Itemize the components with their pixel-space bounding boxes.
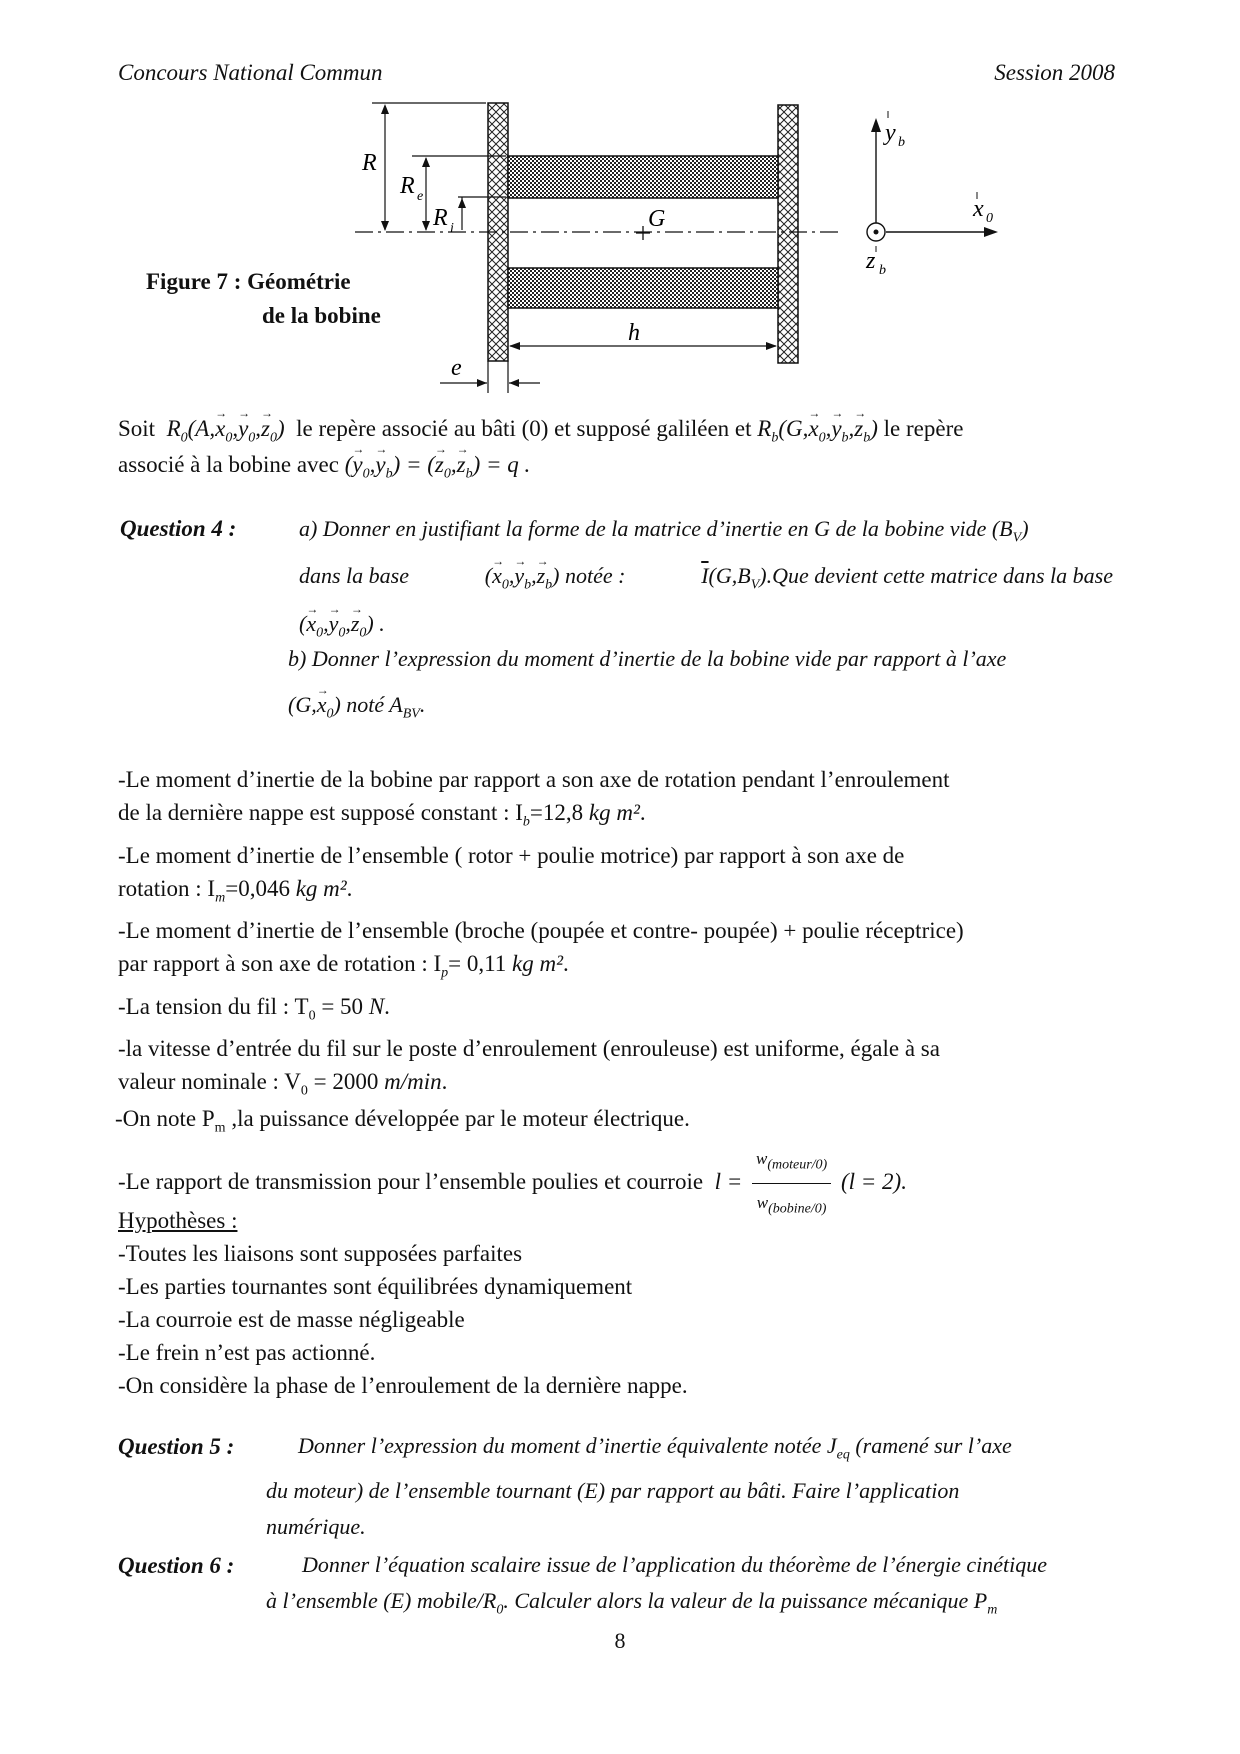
label-R: R: [362, 150, 377, 176]
label-zb: z: [866, 248, 876, 274]
question5-body: [266, 1428, 1138, 1545]
question4-b: [288, 640, 1118, 733]
hypotheses-title: Hypothèses :: [118, 1208, 238, 1233]
question6-line2: à l’ensemble (E) mobile/$R_0$. Calculer alors la valeur de la puissance mécanique $P_m$: [266, 1588, 998, 1618]
label-Re: R: [400, 173, 415, 199]
header-right: Session 2008: [994, 60, 1115, 85]
data-line-1: -Le moment d’inertie de la bobine par rapport a son axe de rotation pendant l’enroulement: [118, 767, 950, 792]
label-x0-sub: 0: [986, 211, 993, 226]
label-x0: x: [973, 196, 984, 222]
bobine-figure: [0, 0, 1240, 410]
question6-body: [266, 1547, 1138, 1628]
page-number: 8: [614, 1628, 626, 1653]
question4-a-line3: (→ $x_0,\to y_0,\to z_0$) .: [299, 605, 1113, 652]
transmission-lambda: l =: [714, 1169, 743, 1195]
question4-b-line2: $(G,\to x_0)$ noté $A_{BV}$.: [288, 686, 1118, 733]
data-line-2: de la dernière nappe est supposé constant : $I_b=12,8$ kg m².: [118, 800, 646, 830]
label-Re-sub: e: [417, 189, 424, 204]
hypothesis-item: -On considère la phase de l’enroulement de la dernière nappe.: [118, 1373, 688, 1398]
question5-line3: numérique.: [266, 1514, 366, 1540]
question5-line2: du moteur) de l’ensemble tournant (E) par rapport au bâti. Faire l’application: [266, 1478, 960, 1504]
data-line-7: -La tension du fil : $T_0 = 50$ N.: [118, 993, 390, 1024]
data-line-5: -Le moment d’inertie de l’ensemble (broche (poupée et contre- poupée) + poulie réceptrice): [118, 918, 964, 944]
transmission-fraction: $\frac{w_{(moteur/0)}}{w_{(bobine/0)}}$: [752, 1142, 831, 1226]
hub-bottom: [508, 268, 778, 308]
intro-bati: le repère associé au bâti (0) et supposé galiléen et: [296, 416, 752, 441]
intro-line2: associé à la bobine avec (→ $y_0,\to y_b$) = (→ $z_0,\to z_b) = q$ .: [118, 448, 530, 491]
rb-symbol: $R_b(G,\to x_0,\to y_b,\to z_b)$: [757, 416, 878, 441]
question4-a-line1: a) Donner en justifiant la forme de la matrice d’inertie en G de la bobine vide $(B_V)$: [299, 516, 1029, 546]
transmission-text: -Le rapport de transmission pour l’ensemble poulies et courroie: [118, 1169, 704, 1195]
header-left: Concours National Commun: [118, 60, 383, 85]
hypothesis-item: -Les parties tournantes sont équilibrées dynamiquement: [118, 1274, 633, 1299]
data-line-4: rotation : $I_m=0,046$ kg m².: [118, 875, 353, 906]
hypothesis-item: -Toutes les liaisons sont supposées parfaites: [118, 1241, 523, 1266]
question4-label: Question 4 :: [120, 516, 237, 541]
label-zb-sub: b: [879, 263, 886, 278]
intro-repere-end: le repère: [883, 416, 964, 441]
label-Ri: R: [433, 205, 448, 231]
label-G: G: [648, 206, 666, 232]
data-block: [118, 763, 1158, 1108]
label-Ri-sub: i: [450, 221, 454, 236]
label-yb-sub: b: [898, 135, 905, 150]
label-h: h: [628, 320, 640, 346]
question6-label: Question 6 :: [118, 1553, 235, 1578]
hypotheses-block: [118, 1204, 688, 1402]
transmission-value: (l = 2).: [840, 1169, 907, 1195]
label-yb: y: [885, 120, 896, 146]
question4-a-line2: dans la base (→ $x_0,\to y_b,\to z_b$) notée : $\overline{I}(G,B_V).Que$ devient cette matrice dans la base: [299, 557, 1113, 604]
question5-label: Question 5 :: [118, 1434, 235, 1459]
intro-soit: Soit: [118, 416, 156, 441]
pm-line: -On note $P_m$ ,la puissance développée par le moteur électrique.: [115, 1106, 690, 1136]
data-line-9: valeur nominale : $V_0 = 2000$ m/min.: [118, 1069, 448, 1099]
label-e: e: [451, 355, 462, 381]
hub-top: [508, 156, 778, 198]
data-line-6: par rapport à son axe de rotation : $I_p= 0,11$ kg m².: [118, 951, 569, 981]
right-flange: [778, 105, 798, 363]
figure-caption-line2: de la bobine: [262, 303, 381, 328]
question4-body: [299, 510, 1113, 652]
data-line-8: -la vitesse d’entrée du fil sur le poste d’enroulement (enrouleuse) est uniforme, égale à sa: [118, 1036, 940, 1062]
hypothesis-item: -La courroie est de masse négligeable: [118, 1307, 465, 1332]
question4-b-line1: b) Donner l’expression du moment d’inertie de la bobine vide par rapport à l’axe: [288, 646, 1007, 671]
figure-caption-line1: Figure 7 : Géométrie: [146, 269, 351, 294]
question6-line1: Donner l’équation scalaire issue de l’application du théorème de l’énergie cinétique: [302, 1552, 1047, 1577]
question5-line1: Donner l’expression du moment d’inertie équivalente notée $J_{eq}$ (ramené sur l’axe: [298, 1433, 1012, 1463]
r0-symbol: $R_0(A,\to x_0,\to y_0,\to z_0)$: [167, 416, 285, 441]
hypothesis-item: -Le frein n’est pas actionné.: [118, 1340, 376, 1365]
data-line-3: -Le moment d’inertie de l’ensemble ( rotor + poulie motrice) par rapport à son axe de: [118, 842, 905, 868]
